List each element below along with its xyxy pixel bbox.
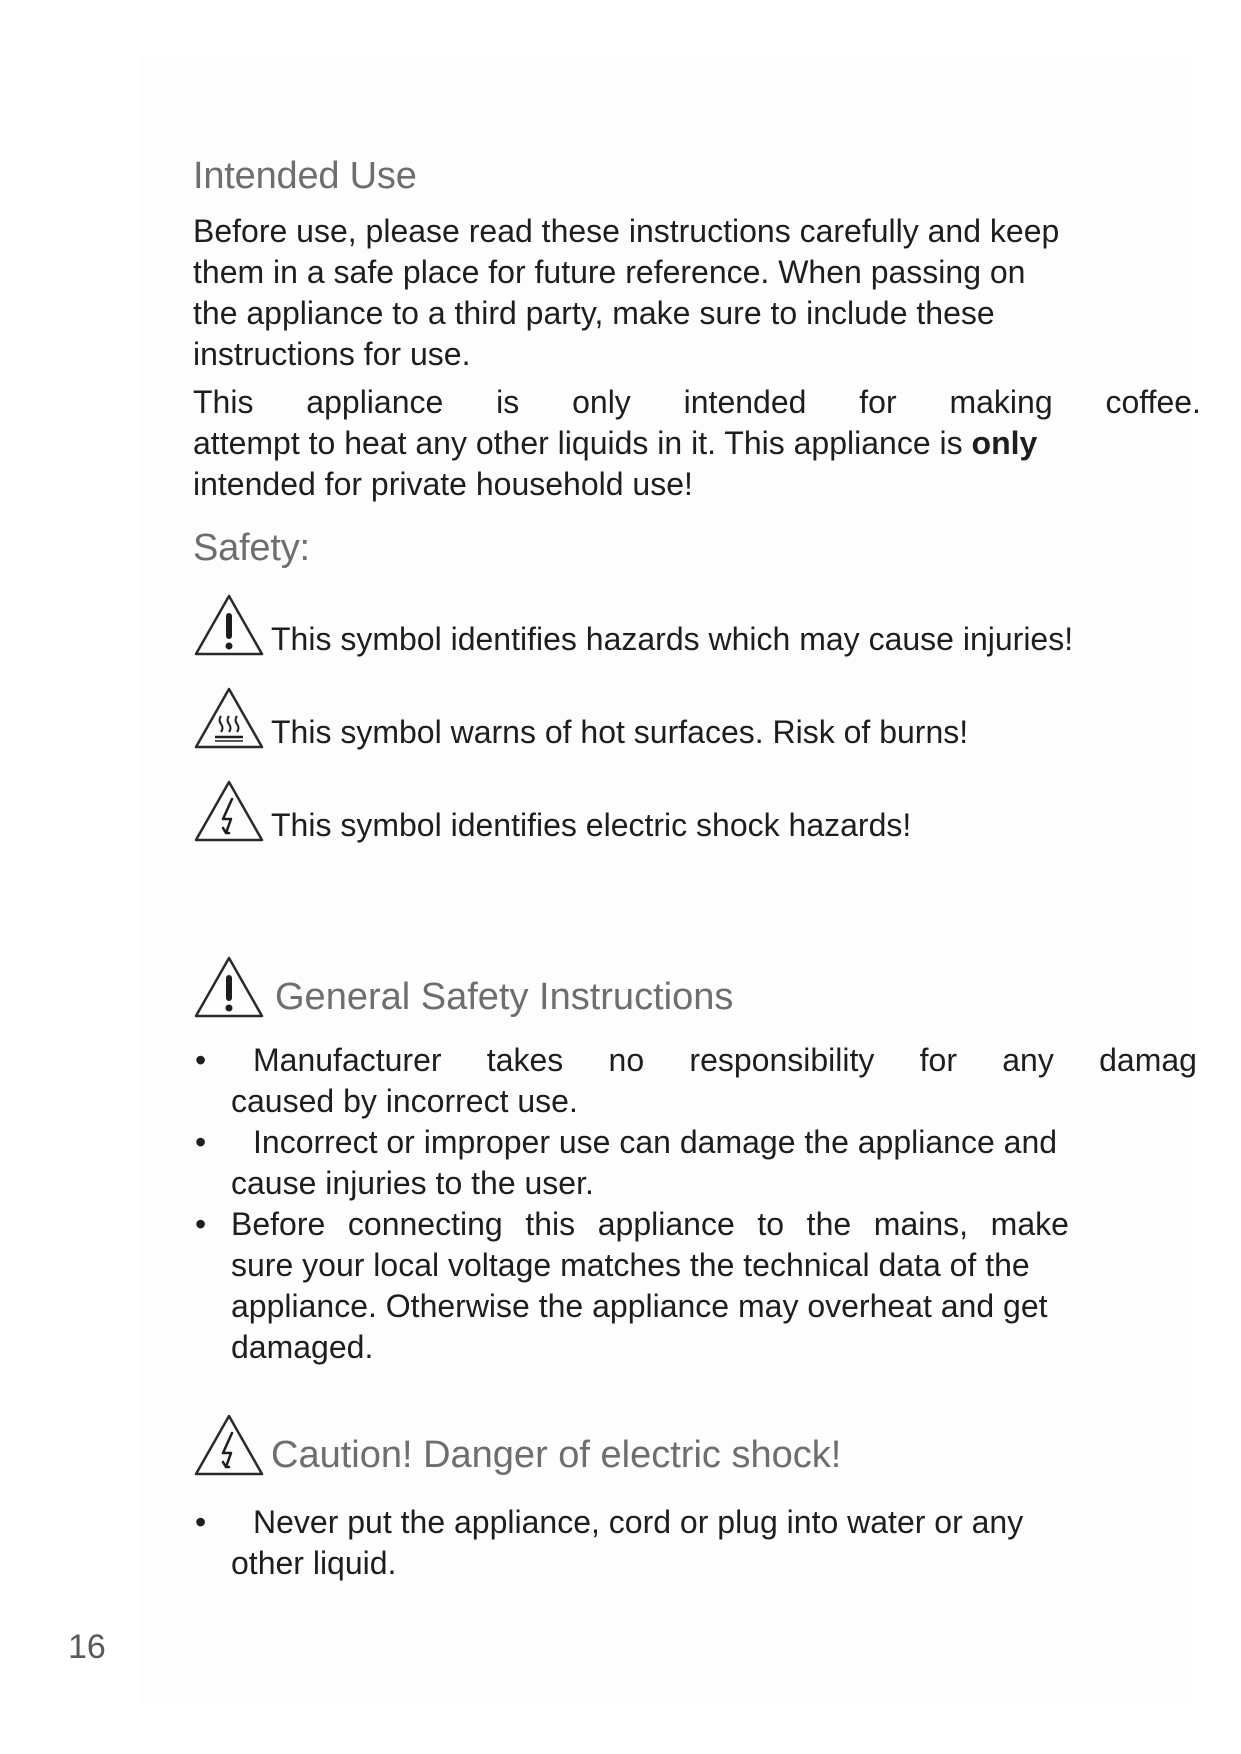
word: make [990, 1206, 1069, 1242]
word: any [1002, 1042, 1054, 1078]
symbol-description: This symbol identifies hazards which may cause injuries! [271, 621, 1074, 657]
list-item-line-1 [231, 1204, 1069, 1245]
symbol-row-electric [193, 779, 911, 843]
word: no [608, 1042, 645, 1078]
page-number: 16 [68, 1628, 106, 1666]
list-item-line-1: Incorrect or improper use can damage the appliance and [253, 1124, 1058, 1160]
paragraph-2-line-3: intended for private household use! [193, 466, 693, 502]
list-item-line-2: caused by incorrect use. [231, 1083, 578, 1119]
bullet: • [195, 1206, 207, 1242]
word: is [496, 384, 520, 420]
word: mains, [873, 1206, 969, 1242]
word: appliance [306, 384, 444, 420]
list-item [193, 1204, 1213, 1368]
hot-surface-warning-icon [193, 686, 265, 750]
word: Manufacturer [253, 1042, 442, 1078]
list-item-line-2: other liquid. [231, 1545, 397, 1581]
caution-header [193, 1413, 841, 1477]
intended-use-paragraph-2 [193, 382, 1201, 505]
bullet: • [195, 1124, 207, 1160]
paragraph-2-line-2-text: attempt to heat any other liquids in it. This appliance is [193, 425, 972, 461]
intended-use-heading: Intended Use [193, 155, 417, 197]
word: This [193, 384, 254, 420]
word: making [949, 384, 1053, 420]
paragraph-2-line-2 [193, 423, 1201, 464]
intended-use-paragraph-1: Before use, please read these instructions carefully and keep them in a safe place for future reference. When passing on the appliance to a third party, make sure to include these instructions for use. [193, 213, 1060, 372]
exclamation-warning-icon [193, 955, 265, 1019]
word: for [859, 384, 897, 420]
list-item-line-2: cause injuries to the user. [231, 1165, 594, 1201]
word: this [525, 1206, 576, 1242]
list-item-line-1: Never put the appliance, cord or plug into water or any [253, 1504, 1024, 1540]
word: coffee. [1105, 384, 1201, 420]
word: the [806, 1206, 852, 1242]
word: for [919, 1042, 957, 1078]
list-item [193, 1122, 1213, 1204]
word: takes [486, 1042, 564, 1078]
word: damag [1099, 1042, 1197, 1078]
general-safety-heading: General Safety Instructions [275, 976, 734, 1018]
list-item [193, 1040, 1213, 1122]
list-item [193, 1502, 1213, 1584]
word: responsibility [689, 1042, 875, 1078]
paragraph-2-line-1 [193, 382, 1201, 423]
symbol-row-hot-surface [193, 686, 968, 750]
list-item-remaining-lines: sure your local voltage matches the technical data of the appliance. Otherwise the appliance may overheat and get damaged. [231, 1247, 1048, 1365]
electric-shock-warning-icon [193, 1413, 265, 1477]
word: to [757, 1206, 785, 1242]
caution-heading: Caution! Danger of electric shock! [271, 1434, 842, 1476]
general-safety-list [193, 1040, 1213, 1368]
word: intended [683, 384, 807, 420]
word: connecting [347, 1206, 503, 1242]
safety-heading: Safety: [193, 527, 310, 569]
word: appliance [597, 1206, 735, 1242]
word: Before [231, 1206, 326, 1242]
symbol-row-injury [193, 593, 1073, 657]
caution-list [193, 1502, 1213, 1584]
list-item-line-1 [231, 1040, 1197, 1081]
symbol-description: This symbol warns of hot surfaces. Risk of burns! [271, 714, 969, 750]
exclamation-warning-icon [193, 593, 265, 657]
bullet: • [195, 1042, 207, 1078]
electric-shock-warning-icon [193, 779, 265, 843]
emphasis-only: only [971, 425, 1038, 461]
general-safety-header [193, 955, 733, 1019]
symbol-description: This symbol identifies electric shock hazards! [271, 807, 912, 843]
bullet: • [195, 1504, 207, 1540]
word: only [572, 384, 631, 420]
